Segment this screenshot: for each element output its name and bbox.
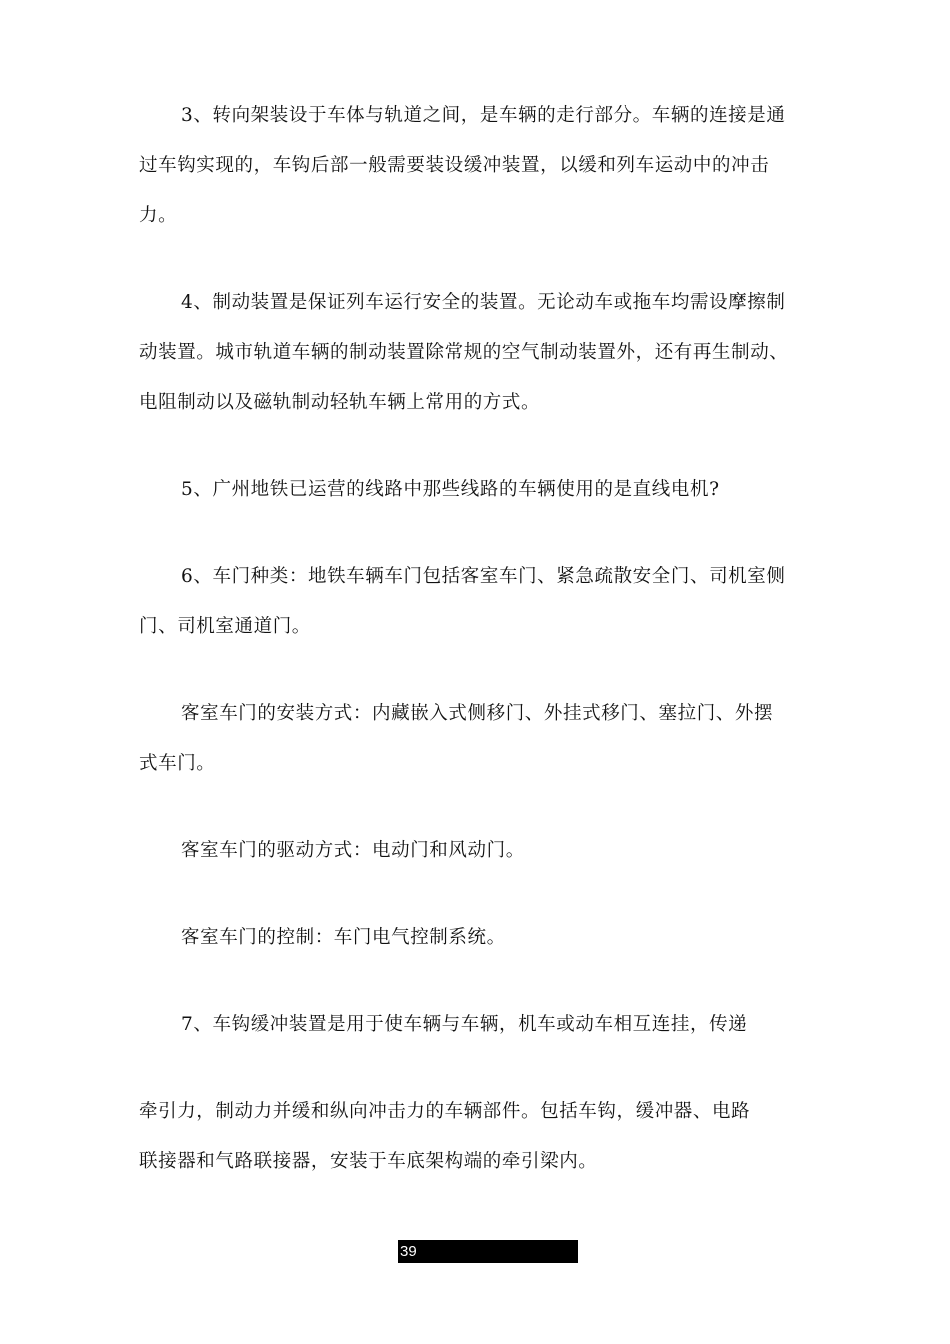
paragraph-7-cont-line-1: 牵引力，制动力并缓和纵向冲击力的车辆部件。包括车钩，缓冲器、电路 <box>139 1101 751 1122</box>
paragraph-3-line-2: 过车钩实现的，车钩后部一般需要装设缓冲装置，以缓和列车运动中的冲击 <box>139 155 770 176</box>
paragraph-4-line-1: 4、制动装置是保证列车运行安全的装置。无论动车或拖车均需设摩擦制 <box>181 292 786 313</box>
page-number: 39 <box>398 1240 578 1263</box>
paragraph-6-line-2: 门、司机室通道门。 <box>139 616 311 637</box>
paragraph-4-line-3: 电阻制动以及磁轨制动轻轨车辆上常用的方式。 <box>139 392 541 413</box>
paragraph-7-cont-line-2: 联接器和气路联接器，安装于车底架构端的牵引梁内。 <box>139 1151 598 1172</box>
paragraph-3-line-1: 3、转向架装设于车体与轨道之间，是车辆的走行部分。车辆的连接是通 <box>181 105 786 126</box>
paragraph-6-line-1: 6、车门种类：地铁车辆车门包括客室车门、紧急疏散安全门、司机室侧 <box>181 566 786 587</box>
paragraph-3-line-3: 力。 <box>139 205 178 226</box>
paragraph-4-line-2: 动装置。城市轨道车辆的制动装置除常规的空气制动装置外，还有再生制动、 <box>139 342 789 363</box>
door-install-line-2: 式车门。 <box>139 753 216 774</box>
door-install-line-1: 客室车门的安装方式：内藏嵌入式侧移门、外挂式移门、塞拉门、外摆 <box>181 703 774 724</box>
paragraph-7-line-1: 7、车钩缓冲装置是用于使车辆与车辆，机车或动车相互连挂，传递 <box>181 1014 748 1035</box>
door-control-line: 客室车门的控制：车门电气控制系统。 <box>181 927 506 948</box>
paragraph-5-line-1: 5、广州地铁已运营的线路中那些线路的车辆使用的是直线电机? <box>181 479 720 500</box>
door-drive-line: 客室车门的驱动方式：电动门和风动门。 <box>181 840 525 861</box>
